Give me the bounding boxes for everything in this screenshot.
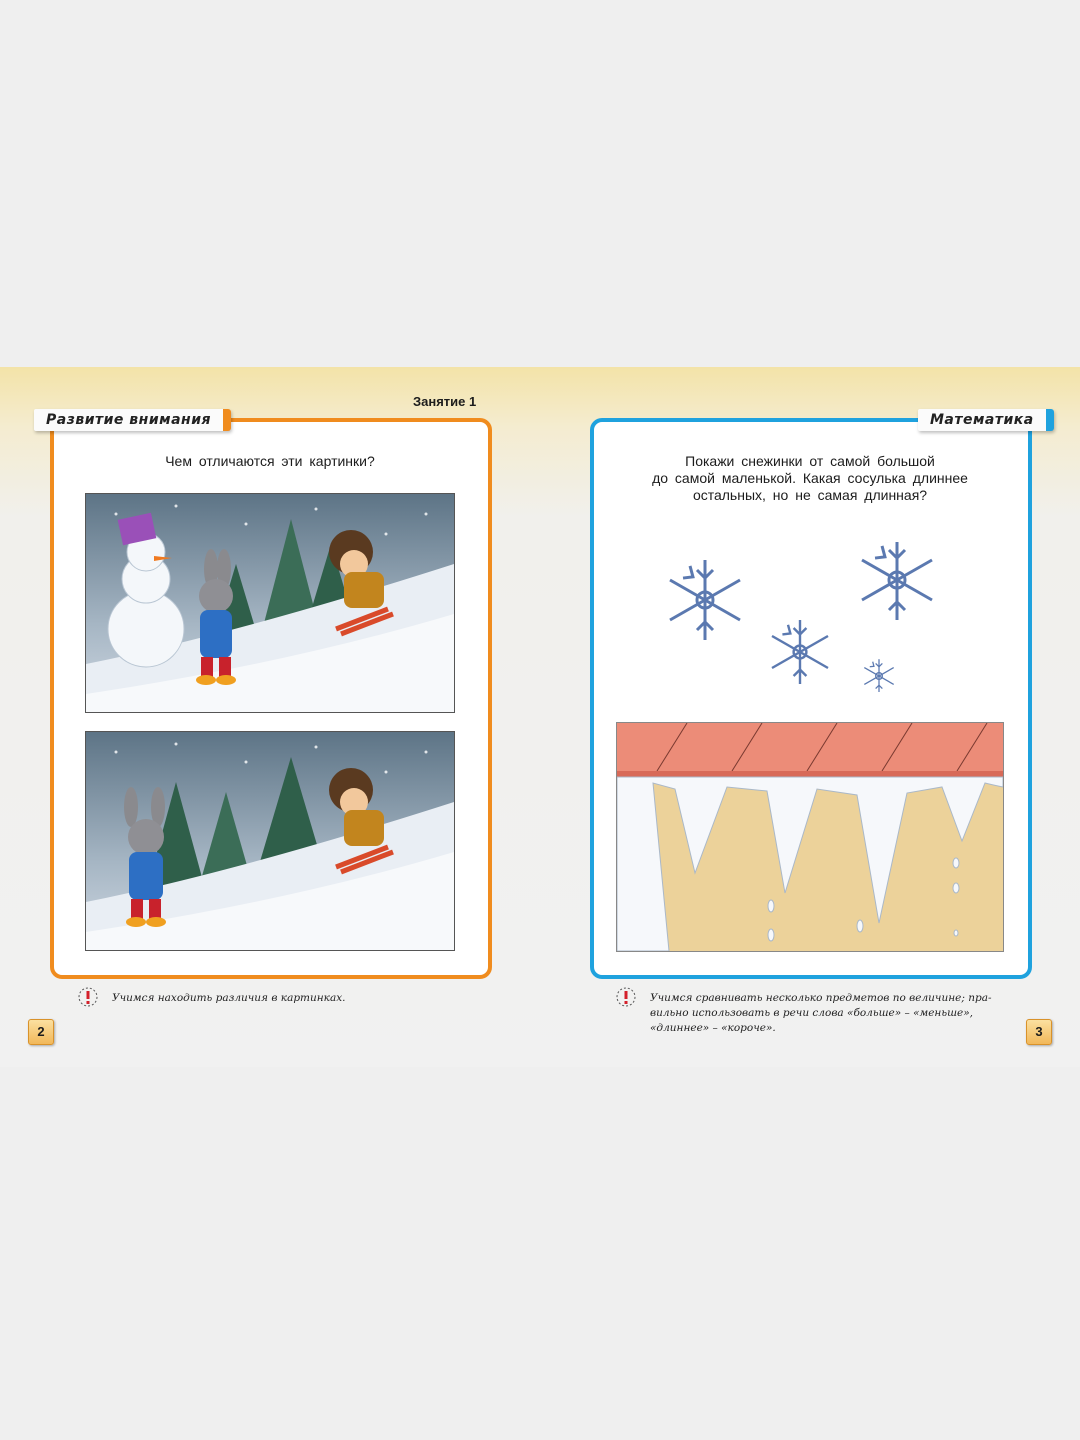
note-line-2: вильно использовать в речи слова «больше» – «меньше», <box>650 1007 973 1019</box>
snowflake-small <box>864 659 893 692</box>
right-task-text <box>610 453 1010 504</box>
section-label-attention: Развитие внимания <box>34 409 231 431</box>
winter-picture-top <box>85 493 455 713</box>
note-line-3: «длиннее» – «короче». <box>650 1022 776 1034</box>
icicles-picture <box>616 722 1004 952</box>
right-parent-note <box>650 991 1010 1036</box>
left-parent-note: Учимся находить различия в картинках. <box>112 992 346 1004</box>
book-spread <box>0 367 1080 1067</box>
lesson-title: Занятие 1 <box>413 394 477 409</box>
task-line-1: Покажи снежинки от самой большой <box>685 453 935 469</box>
parent-note-icon <box>78 987 98 1007</box>
section-label-math: Математика <box>918 409 1054 431</box>
snowflakes-group <box>650 542 950 692</box>
snowflake-medium <box>772 620 828 684</box>
parent-note-icon-right <box>616 987 636 1007</box>
task-line-3: остальных, но не самая длинная? <box>692 487 928 503</box>
icicles-illustration <box>617 723 1003 951</box>
winter-picture-bottom <box>85 731 455 951</box>
page-number-left: 2 <box>28 1019 54 1045</box>
snowflake-large-1 <box>670 560 740 640</box>
winter-scene-illustration-2 <box>86 732 454 950</box>
note-line-1: Учимся сравнивать несколько предметов по величине; пра- <box>650 992 992 1004</box>
task-line-2: до самой маленькой. Какая сосулька длиннее <box>652 470 968 486</box>
winter-scene-illustration <box>86 494 454 712</box>
page-number-right: 3 <box>1026 1019 1052 1045</box>
snowflake-large-2 <box>862 542 932 620</box>
left-task-text: Чем отличаются эти картинки? <box>165 453 375 469</box>
